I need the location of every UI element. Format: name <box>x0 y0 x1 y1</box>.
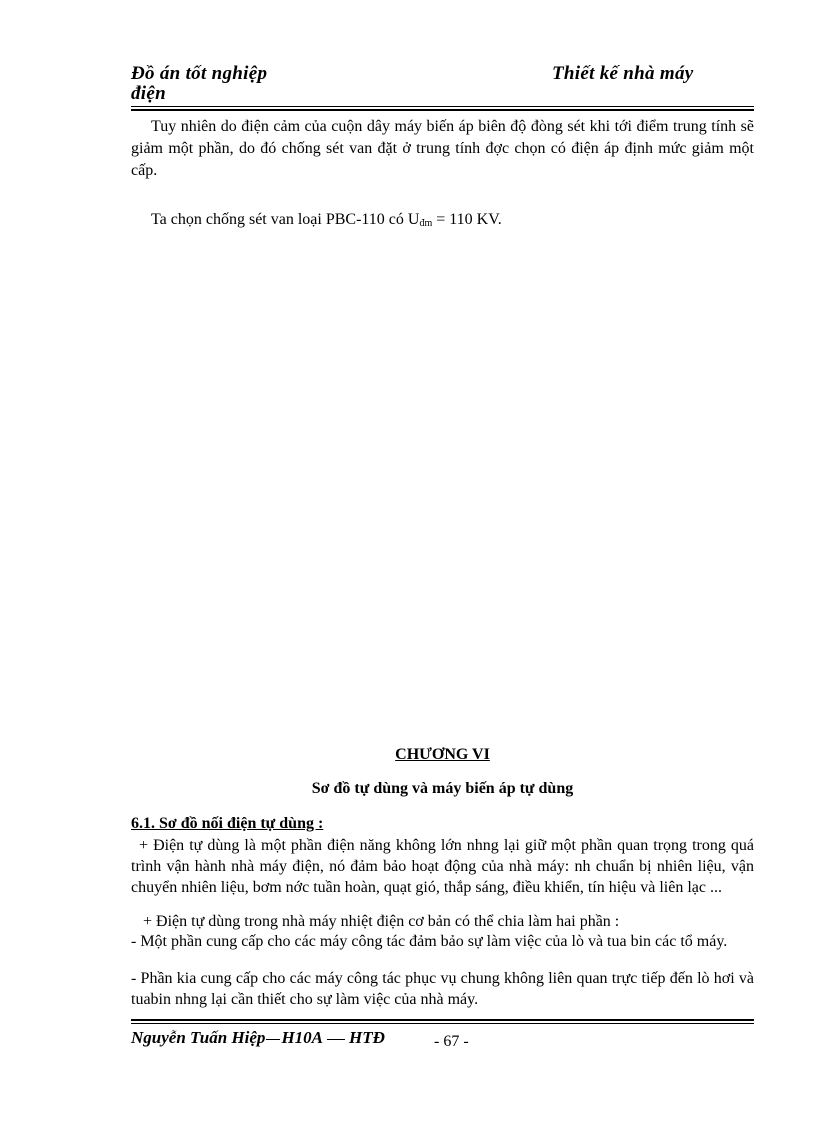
header-left-line1: Đồ án tốt nghiệp <box>131 63 268 84</box>
subscript-dm: đm <box>419 218 433 229</box>
footer-author-line <box>131 1028 385 1048</box>
footer-dash-1 <box>266 1039 280 1040</box>
footer-dept: HTĐ <box>349 1028 385 1047</box>
section-paragraph-4: - Phần kia cung cấp cho các máy công tác phục vụ chung không liên quan trực tiếp đến lò hơi và tuabin nhng lại cần thiết cho sự làm việc của nhà máy. <box>131 970 754 1008</box>
header-left-line2: điện <box>131 83 166 104</box>
footer-author: Nguyễn Tuấn Hiệp <box>131 1028 266 1047</box>
footer-rule-bottom <box>131 1023 754 1024</box>
header-rule-bottom <box>131 109 754 111</box>
paragraph-arrester-choice-suffix: = 110 KV. <box>432 211 502 228</box>
footer-dash-2 <box>327 1039 345 1040</box>
section-paragraph-2: + Điện tự dùng trong nhà máy nhiệt điện cơ bản có thể chia làm hai phần : <box>143 913 620 930</box>
header-left-title <box>131 63 267 105</box>
chapter-title: CHƯƠNG VI <box>395 746 490 763</box>
chapter-subtitle: Sơ đồ tự dùng và máy biến áp tự dùng <box>311 780 574 797</box>
header-rule-top <box>131 106 754 107</box>
footer-rule-top <box>131 1019 754 1021</box>
paragraph-arrester-choice-prefix: Ta chọn chống sét van loại PBC-110 có U <box>151 211 420 228</box>
section-paragraph-3: - Một phần cung cấp cho các máy công tác đảm bảo sự làm việc của lò và tua bin các tổ máy. <box>131 933 728 950</box>
paragraph-lightning-arrester: Tuy nhiên do điện cảm của cuộn dây máy biến áp biên độ đòng sét khi tới điểm trung tính sẽ giảm một phần, do đó chống sét van đặt ở trung tính đợc chọn có điện áp định mức giảm một cấp. <box>131 118 754 179</box>
paragraph-arrester-choice <box>131 209 754 235</box>
footer-class: H10A <box>281 1028 323 1047</box>
section-heading: 6.1. Sơ đồ nối điện tự dùng : <box>131 815 324 832</box>
page-number: - 67 - <box>434 1033 469 1050</box>
header-right-title: Thiết kế nhà máy <box>552 63 694 84</box>
section-paragraph-1: + Điện tự dùng là một phần điện năng không lớn nhng lại giữ một phần quan trọng trong quá trình vận hành nhà máy điện, nó đảm bảo hoạt động của nhà máy: nh chuẩn bị nhiên liệu, vận chuyển nhiên liệu, bơm nớc tuần hoàn, quạt gió, thắp sáng, điều khiển, tín hiệu và liên lạc ... <box>131 837 754 896</box>
